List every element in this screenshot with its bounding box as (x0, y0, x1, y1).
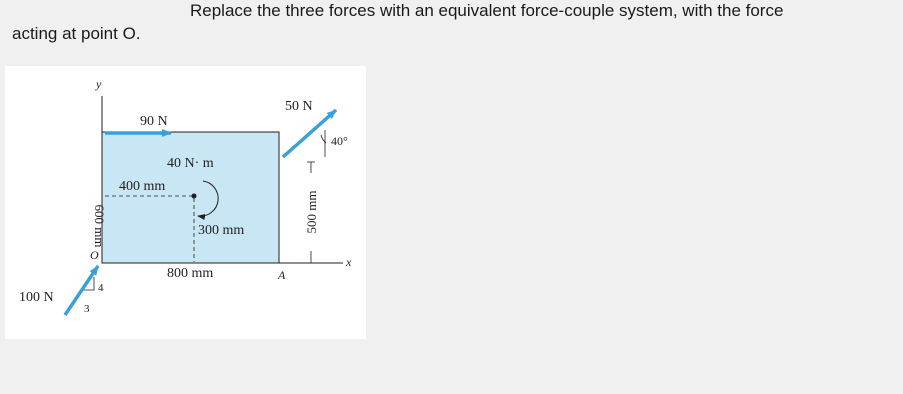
problem-statement-line-2: acting at point O. (12, 24, 141, 43)
dim-500-label: 500 mm (304, 190, 319, 234)
dim-300-label: 300 mm (198, 223, 245, 238)
force-90n-label: 90 N (140, 114, 168, 129)
dim-600-label: 600 mm (92, 204, 107, 248)
origin-o-label: O (90, 248, 99, 262)
dim-800-label: 800 mm (167, 266, 214, 281)
couple-moment-label: 40 N· m (167, 156, 214, 171)
dim-400-label: 400 mm (119, 179, 166, 194)
force-100n-label: 100 N (19, 290, 54, 305)
rigid-plate (102, 132, 279, 263)
point-a-label: A (278, 268, 286, 282)
slope-run-label: 3 (84, 303, 90, 315)
slope-rise-label: 4 (98, 282, 104, 294)
force-50n-arrow (283, 110, 336, 157)
problem-statement-line-1: Replace the three forces with an equivalent force-couple system, with the force (190, 1, 784, 20)
x-axis-label: x (346, 255, 352, 269)
y-axis-label: y (96, 77, 102, 91)
couple-point (192, 194, 197, 199)
figure-panel (5, 66, 366, 339)
angle-40-label: 40° (331, 134, 348, 148)
free-body-diagram (5, 66, 366, 339)
force-100n-arrow (65, 266, 98, 315)
force-50n-label: 50 N (285, 99, 313, 114)
